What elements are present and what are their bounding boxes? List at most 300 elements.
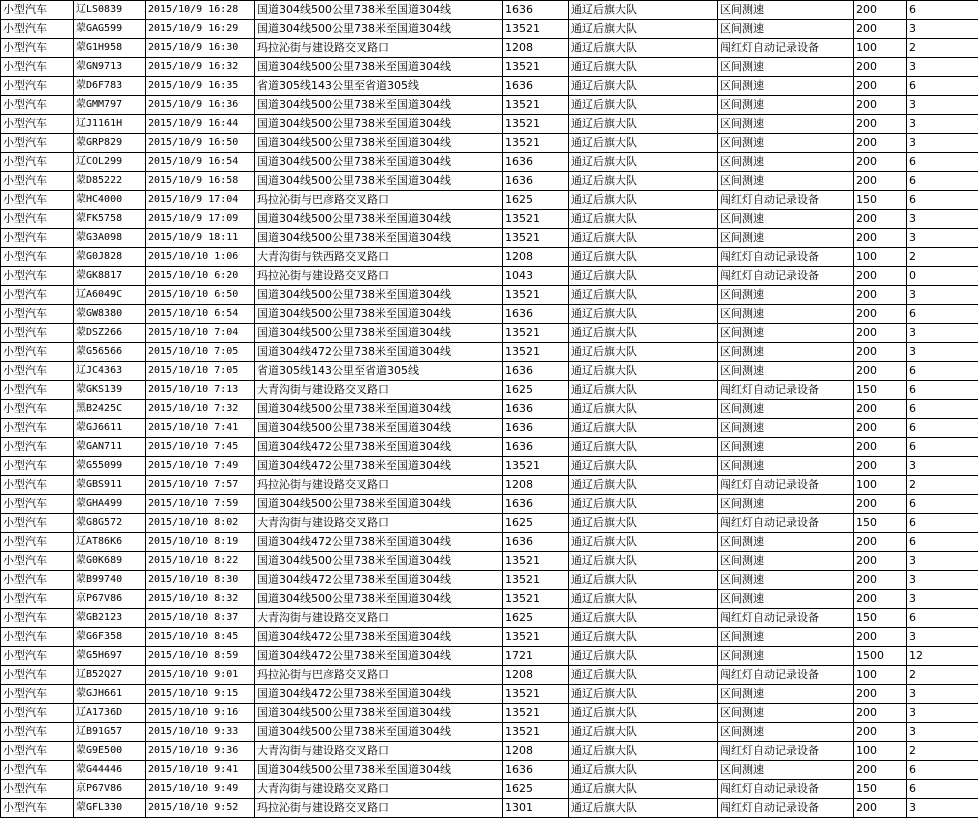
vehicle-type-cell[interactable]: 小型汽车 [1, 457, 74, 476]
points-cell[interactable]: 3 [907, 96, 978, 115]
location-cell[interactable]: 国道304线500公里738米至国道304线 [255, 172, 503, 191]
datetime-cell[interactable]: 2015/10/9 16:32 [146, 58, 255, 77]
vehicle-type-cell[interactable]: 小型汽车 [1, 685, 74, 704]
violation-code-cell[interactable]: 1625 [503, 191, 569, 210]
device-type-cell[interactable]: 区间测速 [718, 590, 854, 609]
plate-number-cell[interactable]: 蒙GFL330 [74, 799, 146, 818]
brigade-cell[interactable]: 通辽后旗大队 [569, 400, 718, 419]
plate-number-cell[interactable]: 辽B91G57 [74, 723, 146, 742]
violation-code-cell[interactable]: 1636 [503, 153, 569, 172]
points-cell[interactable]: 3 [907, 571, 978, 590]
fine-cell[interactable]: 100 [854, 742, 907, 761]
vehicle-type-cell[interactable]: 小型汽车 [1, 571, 74, 590]
vehicle-type-cell[interactable]: 小型汽车 [1, 666, 74, 685]
device-type-cell[interactable]: 区间测速 [718, 77, 854, 96]
device-type-cell[interactable]: 闯红灯自动记录设备 [718, 476, 854, 495]
plate-number-cell[interactable]: 蒙GHA499 [74, 495, 146, 514]
points-cell[interactable]: 3 [907, 628, 978, 647]
device-type-cell[interactable]: 区间测速 [718, 229, 854, 248]
plate-number-cell[interactable]: 蒙G44446 [74, 761, 146, 780]
device-type-cell[interactable]: 区间测速 [718, 286, 854, 305]
location-cell[interactable]: 国道304线500公里738米至国道304线 [255, 1, 503, 20]
fine-cell[interactable]: 200 [854, 552, 907, 571]
plate-number-cell[interactable]: 蒙HC4000 [74, 191, 146, 210]
violation-code-cell[interactable]: 1636 [503, 362, 569, 381]
brigade-cell[interactable]: 通辽后旗大队 [569, 77, 718, 96]
vehicle-type-cell[interactable]: 小型汽车 [1, 495, 74, 514]
brigade-cell[interactable]: 通辽后旗大队 [569, 191, 718, 210]
location-cell[interactable]: 国道304线500公里738米至国道304线 [255, 210, 503, 229]
plate-number-cell[interactable]: 辽A6049C [74, 286, 146, 305]
violation-code-cell[interactable]: 13521 [503, 552, 569, 571]
device-type-cell[interactable]: 闯红灯自动记录设备 [718, 780, 854, 799]
plate-number-cell[interactable]: 蒙G5H697 [74, 647, 146, 666]
location-cell[interactable]: 国道304线500公里738米至国道304线 [255, 590, 503, 609]
datetime-cell[interactable]: 2015/10/10 8:45 [146, 628, 255, 647]
location-cell[interactable]: 国道304线500公里738米至国道304线 [255, 704, 503, 723]
datetime-cell[interactable]: 2015/10/9 16:44 [146, 115, 255, 134]
points-cell[interactable]: 6 [907, 419, 978, 438]
brigade-cell[interactable]: 通辽后旗大队 [569, 153, 718, 172]
violation-code-cell[interactable]: 13521 [503, 210, 569, 229]
points-cell[interactable]: 3 [907, 704, 978, 723]
plate-number-cell[interactable]: 蒙G9E500 [74, 742, 146, 761]
device-type-cell[interactable]: 区间测速 [718, 571, 854, 590]
brigade-cell[interactable]: 通辽后旗大队 [569, 172, 718, 191]
vehicle-type-cell[interactable]: 小型汽车 [1, 419, 74, 438]
fine-cell[interactable]: 200 [854, 761, 907, 780]
plate-number-cell[interactable]: 蒙GJH661 [74, 685, 146, 704]
plate-number-cell[interactable]: 蒙GJ6611 [74, 419, 146, 438]
violation-code-cell[interactable]: 1636 [503, 533, 569, 552]
plate-number-cell[interactable]: 蒙GBS911 [74, 476, 146, 495]
fine-cell[interactable]: 100 [854, 666, 907, 685]
datetime-cell[interactable]: 2015/10/10 8:30 [146, 571, 255, 590]
datetime-cell[interactable]: 2015/10/10 9:01 [146, 666, 255, 685]
brigade-cell[interactable]: 通辽后旗大队 [569, 210, 718, 229]
datetime-cell[interactable]: 2015/10/10 6:50 [146, 286, 255, 305]
points-cell[interactable]: 6 [907, 495, 978, 514]
device-type-cell[interactable]: 区间测速 [718, 305, 854, 324]
datetime-cell[interactable]: 2015/10/10 8:22 [146, 552, 255, 571]
points-cell[interactable]: 3 [907, 210, 978, 229]
brigade-cell[interactable]: 通辽后旗大队 [569, 514, 718, 533]
violation-code-cell[interactable]: 1636 [503, 1, 569, 20]
points-cell[interactable]: 3 [907, 799, 978, 818]
plate-number-cell[interactable]: 辽LS0839 [74, 1, 146, 20]
brigade-cell[interactable]: 通辽后旗大队 [569, 438, 718, 457]
datetime-cell[interactable]: 2015/10/10 9:15 [146, 685, 255, 704]
device-type-cell[interactable]: 区间测速 [718, 685, 854, 704]
points-cell[interactable]: 6 [907, 438, 978, 457]
datetime-cell[interactable]: 2015/10/9 16:30 [146, 39, 255, 58]
fine-cell[interactable]: 100 [854, 39, 907, 58]
points-cell[interactable]: 6 [907, 153, 978, 172]
fine-cell[interactable]: 150 [854, 191, 907, 210]
datetime-cell[interactable]: 2015/10/10 8:37 [146, 609, 255, 628]
device-type-cell[interactable]: 区间测速 [718, 533, 854, 552]
fine-cell[interactable]: 200 [854, 286, 907, 305]
location-cell[interactable]: 玛拉沁街与巴彦路交叉路口 [255, 666, 503, 685]
plate-number-cell[interactable]: 蒙GKS139 [74, 381, 146, 400]
location-cell[interactable]: 国道304线500公里738米至国道304线 [255, 20, 503, 39]
violation-code-cell[interactable]: 13521 [503, 115, 569, 134]
brigade-cell[interactable]: 通辽后旗大队 [569, 742, 718, 761]
location-cell[interactable]: 玛拉沁街与建设路交叉路口 [255, 39, 503, 58]
points-cell[interactable]: 2 [907, 476, 978, 495]
violation-code-cell[interactable]: 13521 [503, 324, 569, 343]
plate-number-cell[interactable]: 蒙G0J828 [74, 248, 146, 267]
points-cell[interactable]: 6 [907, 761, 978, 780]
vehicle-type-cell[interactable]: 小型汽车 [1, 305, 74, 324]
brigade-cell[interactable]: 通辽后旗大队 [569, 609, 718, 628]
location-cell[interactable]: 国道304线500公里738米至国道304线 [255, 761, 503, 780]
violation-code-cell[interactable]: 13521 [503, 685, 569, 704]
brigade-cell[interactable]: 通辽后旗大队 [569, 799, 718, 818]
device-type-cell[interactable]: 区间测速 [718, 761, 854, 780]
device-type-cell[interactable]: 区间测速 [718, 58, 854, 77]
plate-number-cell[interactable]: 蒙DSZ266 [74, 324, 146, 343]
fine-cell[interactable]: 200 [854, 58, 907, 77]
fine-cell[interactable]: 200 [854, 723, 907, 742]
datetime-cell[interactable]: 2015/10/10 7:45 [146, 438, 255, 457]
plate-number-cell[interactable]: 蒙G8G572 [74, 514, 146, 533]
datetime-cell[interactable]: 2015/10/9 16:28 [146, 1, 255, 20]
violation-code-cell[interactable]: 13521 [503, 343, 569, 362]
datetime-cell[interactable]: 2015/10/10 7:41 [146, 419, 255, 438]
vehicle-type-cell[interactable]: 小型汽车 [1, 286, 74, 305]
plate-number-cell[interactable]: 辽COL299 [74, 153, 146, 172]
location-cell[interactable]: 省道305线143公里至省道305线 [255, 77, 503, 96]
datetime-cell[interactable]: 2015/10/10 9:49 [146, 780, 255, 799]
plate-number-cell[interactable]: 蒙GMM797 [74, 96, 146, 115]
points-cell[interactable]: 6 [907, 400, 978, 419]
brigade-cell[interactable]: 通辽后旗大队 [569, 343, 718, 362]
vehicle-type-cell[interactable]: 小型汽车 [1, 780, 74, 799]
violation-code-cell[interactable]: 1043 [503, 267, 569, 286]
datetime-cell[interactable]: 2015/10/10 6:20 [146, 267, 255, 286]
fine-cell[interactable]: 200 [854, 799, 907, 818]
violation-code-cell[interactable]: 13521 [503, 20, 569, 39]
location-cell[interactable]: 国道304线472公里738米至国道304线 [255, 343, 503, 362]
brigade-cell[interactable]: 通辽后旗大队 [569, 780, 718, 799]
points-cell[interactable]: 6 [907, 305, 978, 324]
plate-number-cell[interactable]: 辽J1161H [74, 115, 146, 134]
device-type-cell[interactable]: 区间测速 [718, 552, 854, 571]
points-cell[interactable]: 3 [907, 286, 978, 305]
fine-cell[interactable]: 200 [854, 1, 907, 20]
location-cell[interactable]: 国道304线500公里738米至国道304线 [255, 305, 503, 324]
brigade-cell[interactable]: 通辽后旗大队 [569, 647, 718, 666]
violation-code-cell[interactable]: 1636 [503, 400, 569, 419]
plate-number-cell[interactable]: 辽A1736D [74, 704, 146, 723]
points-cell[interactable]: 2 [907, 248, 978, 267]
vehicle-type-cell[interactable]: 小型汽车 [1, 476, 74, 495]
location-cell[interactable]: 大青沟街与铁西路交叉路口 [255, 248, 503, 267]
points-cell[interactable]: 6 [907, 191, 978, 210]
datetime-cell[interactable]: 2015/10/10 9:33 [146, 723, 255, 742]
points-cell[interactable]: 6 [907, 533, 978, 552]
location-cell[interactable]: 国道304线500公里738米至国道304线 [255, 286, 503, 305]
violation-code-cell[interactable]: 13521 [503, 571, 569, 590]
datetime-cell[interactable]: 2015/10/10 9:16 [146, 704, 255, 723]
datetime-cell[interactable]: 2015/10/10 7:04 [146, 324, 255, 343]
fine-cell[interactable]: 200 [854, 533, 907, 552]
datetime-cell[interactable]: 2015/10/10 6:54 [146, 305, 255, 324]
device-type-cell[interactable]: 区间测速 [718, 134, 854, 153]
points-cell[interactable]: 3 [907, 685, 978, 704]
vehicle-type-cell[interactable]: 小型汽车 [1, 552, 74, 571]
fine-cell[interactable]: 200 [854, 571, 907, 590]
vehicle-type-cell[interactable]: 小型汽车 [1, 324, 74, 343]
vehicle-type-cell[interactable]: 小型汽车 [1, 533, 74, 552]
location-cell[interactable]: 国道304线500公里738米至国道304线 [255, 324, 503, 343]
vehicle-type-cell[interactable]: 小型汽车 [1, 761, 74, 780]
location-cell[interactable]: 国道304线500公里738米至国道304线 [255, 400, 503, 419]
vehicle-type-cell[interactable]: 小型汽车 [1, 514, 74, 533]
brigade-cell[interactable]: 通辽后旗大队 [569, 571, 718, 590]
datetime-cell[interactable]: 2015/10/10 7:32 [146, 400, 255, 419]
location-cell[interactable]: 国道304线472公里738米至国道304线 [255, 457, 503, 476]
location-cell[interactable]: 国道304线500公里738米至国道304线 [255, 552, 503, 571]
vehicle-type-cell[interactable]: 小型汽车 [1, 723, 74, 742]
device-type-cell[interactable]: 闯红灯自动记录设备 [718, 799, 854, 818]
violation-code-cell[interactable]: 1625 [503, 514, 569, 533]
fine-cell[interactable]: 200 [854, 628, 907, 647]
points-cell[interactable]: 3 [907, 324, 978, 343]
vehicle-type-cell[interactable]: 小型汽车 [1, 590, 74, 609]
location-cell[interactable]: 大青沟街与建设路交叉路口 [255, 742, 503, 761]
plate-number-cell[interactable]: 京P67V86 [74, 590, 146, 609]
points-cell[interactable]: 3 [907, 552, 978, 571]
device-type-cell[interactable]: 区间测速 [718, 20, 854, 39]
device-type-cell[interactable]: 区间测速 [718, 324, 854, 343]
points-cell[interactable]: 6 [907, 172, 978, 191]
violation-code-cell[interactable]: 13521 [503, 58, 569, 77]
plate-number-cell[interactable]: 蒙GAN711 [74, 438, 146, 457]
vehicle-type-cell[interactable]: 小型汽车 [1, 343, 74, 362]
plate-number-cell[interactable]: 京P67V86 [74, 780, 146, 799]
vehicle-type-cell[interactable]: 小型汽车 [1, 799, 74, 818]
device-type-cell[interactable]: 闯红灯自动记录设备 [718, 381, 854, 400]
violation-code-cell[interactable]: 13521 [503, 457, 569, 476]
fine-cell[interactable]: 200 [854, 305, 907, 324]
brigade-cell[interactable]: 通辽后旗大队 [569, 704, 718, 723]
location-cell[interactable]: 国道304线500公里738米至国道304线 [255, 153, 503, 172]
location-cell[interactable]: 玛拉沁街与建设路交叉路口 [255, 799, 503, 818]
vehicle-type-cell[interactable]: 小型汽车 [1, 438, 74, 457]
plate-number-cell[interactable]: 蒙FK5758 [74, 210, 146, 229]
brigade-cell[interactable]: 通辽后旗大队 [569, 761, 718, 780]
fine-cell[interactable]: 1500 [854, 647, 907, 666]
device-type-cell[interactable]: 区间测速 [718, 153, 854, 172]
points-cell[interactable]: 6 [907, 609, 978, 628]
datetime-cell[interactable]: 2015/10/9 17:09 [146, 210, 255, 229]
violation-code-cell[interactable]: 1208 [503, 666, 569, 685]
location-cell[interactable]: 国道304线472公里738米至国道304线 [255, 628, 503, 647]
brigade-cell[interactable]: 通辽后旗大队 [569, 552, 718, 571]
fine-cell[interactable]: 200 [854, 229, 907, 248]
brigade-cell[interactable]: 通辽后旗大队 [569, 533, 718, 552]
location-cell[interactable]: 大青沟街与建设路交叉路口 [255, 609, 503, 628]
vehicle-type-cell[interactable]: 小型汽车 [1, 134, 74, 153]
brigade-cell[interactable]: 通辽后旗大队 [569, 324, 718, 343]
plate-number-cell[interactable]: 蒙G6F358 [74, 628, 146, 647]
brigade-cell[interactable]: 通辽后旗大队 [569, 628, 718, 647]
vehicle-type-cell[interactable]: 小型汽车 [1, 172, 74, 191]
vehicle-type-cell[interactable]: 小型汽车 [1, 1, 74, 20]
points-cell[interactable]: 3 [907, 20, 978, 39]
datetime-cell[interactable]: 2015/10/10 9:36 [146, 742, 255, 761]
brigade-cell[interactable]: 通辽后旗大队 [569, 229, 718, 248]
vehicle-type-cell[interactable]: 小型汽车 [1, 96, 74, 115]
fine-cell[interactable]: 200 [854, 153, 907, 172]
vehicle-type-cell[interactable]: 小型汽车 [1, 248, 74, 267]
fine-cell[interactable]: 200 [854, 324, 907, 343]
violation-code-cell[interactable]: 1636 [503, 305, 569, 324]
violation-code-cell[interactable]: 1208 [503, 476, 569, 495]
points-cell[interactable]: 3 [907, 134, 978, 153]
brigade-cell[interactable]: 通辽后旗大队 [569, 723, 718, 742]
fine-cell[interactable]: 200 [854, 343, 907, 362]
location-cell[interactable]: 国道304线472公里738米至国道304线 [255, 647, 503, 666]
device-type-cell[interactable]: 区间测速 [718, 495, 854, 514]
vehicle-type-cell[interactable]: 小型汽车 [1, 628, 74, 647]
points-cell[interactable]: 12 [907, 647, 978, 666]
device-type-cell[interactable]: 闯红灯自动记录设备 [718, 267, 854, 286]
location-cell[interactable]: 国道304线500公里738米至国道304线 [255, 134, 503, 153]
datetime-cell[interactable]: 2015/10/10 8:02 [146, 514, 255, 533]
vehicle-type-cell[interactable]: 小型汽车 [1, 362, 74, 381]
brigade-cell[interactable]: 通辽后旗大队 [569, 419, 718, 438]
plate-number-cell[interactable]: 蒙B99740 [74, 571, 146, 590]
plate-number-cell[interactable]: 蒙D85222 [74, 172, 146, 191]
violation-code-cell[interactable]: 1636 [503, 77, 569, 96]
device-type-cell[interactable]: 区间测速 [718, 1, 854, 20]
datetime-cell[interactable]: 2015/10/9 16:58 [146, 172, 255, 191]
fine-cell[interactable]: 200 [854, 495, 907, 514]
plate-number-cell[interactable]: 蒙GW8380 [74, 305, 146, 324]
violation-code-cell[interactable]: 13521 [503, 723, 569, 742]
points-cell[interactable]: 2 [907, 666, 978, 685]
fine-cell[interactable]: 200 [854, 457, 907, 476]
brigade-cell[interactable]: 通辽后旗大队 [569, 267, 718, 286]
fine-cell[interactable]: 200 [854, 115, 907, 134]
device-type-cell[interactable]: 区间测速 [718, 457, 854, 476]
location-cell[interactable]: 国道304线500公里738米至国道304线 [255, 229, 503, 248]
device-type-cell[interactable]: 区间测速 [718, 362, 854, 381]
plate-number-cell[interactable]: 蒙GAG599 [74, 20, 146, 39]
plate-number-cell[interactable]: 蒙GB2123 [74, 609, 146, 628]
location-cell[interactable]: 国道304线472公里738米至国道304线 [255, 685, 503, 704]
location-cell[interactable]: 国道304线500公里738米至国道304线 [255, 96, 503, 115]
fine-cell[interactable]: 200 [854, 77, 907, 96]
brigade-cell[interactable]: 通辽后旗大队 [569, 381, 718, 400]
brigade-cell[interactable]: 通辽后旗大队 [569, 39, 718, 58]
violation-code-cell[interactable]: 1208 [503, 39, 569, 58]
device-type-cell[interactable]: 闯红灯自动记录设备 [718, 609, 854, 628]
fine-cell[interactable]: 200 [854, 96, 907, 115]
brigade-cell[interactable]: 通辽后旗大队 [569, 1, 718, 20]
plate-number-cell[interactable]: 蒙G55099 [74, 457, 146, 476]
violation-code-cell[interactable]: 1636 [503, 438, 569, 457]
vehicle-type-cell[interactable]: 小型汽车 [1, 77, 74, 96]
points-cell[interactable]: 3 [907, 457, 978, 476]
violation-code-cell[interactable]: 13521 [503, 96, 569, 115]
vehicle-type-cell[interactable]: 小型汽车 [1, 153, 74, 172]
violation-code-cell[interactable]: 1625 [503, 780, 569, 799]
violation-code-cell[interactable]: 13521 [503, 628, 569, 647]
fine-cell[interactable]: 200 [854, 210, 907, 229]
points-cell[interactable]: 2 [907, 742, 978, 761]
device-type-cell[interactable]: 区间测速 [718, 647, 854, 666]
vehicle-type-cell[interactable]: 小型汽车 [1, 39, 74, 58]
plate-number-cell[interactable]: 蒙GN9713 [74, 58, 146, 77]
location-cell[interactable]: 国道304线500公里738米至国道304线 [255, 115, 503, 134]
datetime-cell[interactable]: 2015/10/10 8:19 [146, 533, 255, 552]
datetime-cell[interactable]: 2015/10/9 16:29 [146, 20, 255, 39]
fine-cell[interactable]: 200 [854, 685, 907, 704]
brigade-cell[interactable]: 通辽后旗大队 [569, 362, 718, 381]
vehicle-type-cell[interactable]: 小型汽车 [1, 609, 74, 628]
datetime-cell[interactable]: 2015/10/10 1:06 [146, 248, 255, 267]
fine-cell[interactable]: 200 [854, 419, 907, 438]
points-cell[interactable]: 6 [907, 381, 978, 400]
brigade-cell[interactable]: 通辽后旗大队 [569, 96, 718, 115]
vehicle-type-cell[interactable]: 小型汽车 [1, 210, 74, 229]
device-type-cell[interactable]: 区间测速 [718, 419, 854, 438]
points-cell[interactable]: 6 [907, 77, 978, 96]
points-cell[interactable]: 3 [907, 115, 978, 134]
device-type-cell[interactable]: 区间测速 [718, 400, 854, 419]
violation-code-cell[interactable]: 1636 [503, 761, 569, 780]
device-type-cell[interactable]: 区间测速 [718, 704, 854, 723]
plate-number-cell[interactable]: 蒙G56566 [74, 343, 146, 362]
fine-cell[interactable]: 150 [854, 780, 907, 799]
vehicle-type-cell[interactable]: 小型汽车 [1, 267, 74, 286]
device-type-cell[interactable]: 闯红灯自动记录设备 [718, 742, 854, 761]
violation-code-cell[interactable]: 1636 [503, 495, 569, 514]
brigade-cell[interactable]: 通辽后旗大队 [569, 590, 718, 609]
device-type-cell[interactable]: 闯红灯自动记录设备 [718, 39, 854, 58]
fine-cell[interactable]: 100 [854, 476, 907, 495]
fine-cell[interactable]: 200 [854, 362, 907, 381]
datetime-cell[interactable]: 2015/10/9 18:11 [146, 229, 255, 248]
points-cell[interactable]: 3 [907, 590, 978, 609]
points-cell[interactable]: 6 [907, 514, 978, 533]
fine-cell[interactable]: 200 [854, 172, 907, 191]
plate-number-cell[interactable]: 黑B2425C [74, 400, 146, 419]
device-type-cell[interactable]: 区间测速 [718, 115, 854, 134]
datetime-cell[interactable]: 2015/10/9 16:36 [146, 96, 255, 115]
plate-number-cell[interactable]: 辽JC4363 [74, 362, 146, 381]
datetime-cell[interactable]: 2015/10/10 9:41 [146, 761, 255, 780]
violation-code-cell[interactable]: 1636 [503, 419, 569, 438]
datetime-cell[interactable]: 2015/10/9 16:35 [146, 77, 255, 96]
fine-cell[interactable]: 200 [854, 134, 907, 153]
fine-cell[interactable]: 150 [854, 381, 907, 400]
violation-code-cell[interactable]: 13521 [503, 704, 569, 723]
datetime-cell[interactable]: 2015/10/10 7:59 [146, 495, 255, 514]
points-cell[interactable]: 3 [907, 229, 978, 248]
datetime-cell[interactable]: 2015/10/10 7:13 [146, 381, 255, 400]
datetime-cell[interactable]: 2015/10/10 7:05 [146, 362, 255, 381]
brigade-cell[interactable]: 通辽后旗大队 [569, 115, 718, 134]
location-cell[interactable]: 省道305线143公里至省道305线 [255, 362, 503, 381]
location-cell[interactable]: 国道304线472公里738米至国道304线 [255, 571, 503, 590]
fine-cell[interactable]: 200 [854, 590, 907, 609]
location-cell[interactable]: 国道304线500公里738米至国道304线 [255, 419, 503, 438]
